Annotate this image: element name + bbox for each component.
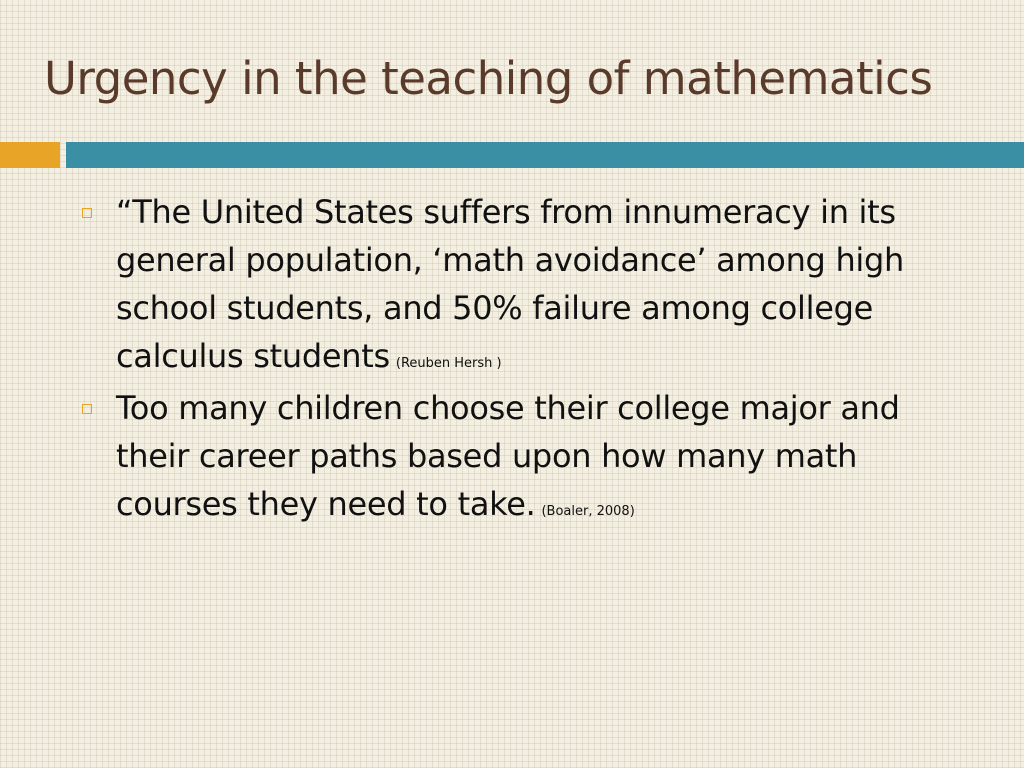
bullet-list [82,188,962,532]
bullet-item [82,384,962,528]
title-rule-bar [66,142,1024,168]
slide-title: Urgency in the teaching of mathematics [44,52,933,105]
title-accent-bar [0,142,60,168]
bullet-citation: (Reuben Hersh ) [395,356,502,371]
square-bullet-icon [82,208,92,218]
bullet-text: “The United States suffers from innumeracy in its general population, ‘math avoidance’ among high school students, and 50% failure among college calculus students [116,193,905,375]
square-bullet-icon [82,404,92,414]
bullet-citation: (Boaler, 2008) [541,504,635,519]
bullet-item [82,188,962,380]
bullet-text: Too many children choose their college major and their career paths based upon how many math courses they need to take. [116,389,900,523]
